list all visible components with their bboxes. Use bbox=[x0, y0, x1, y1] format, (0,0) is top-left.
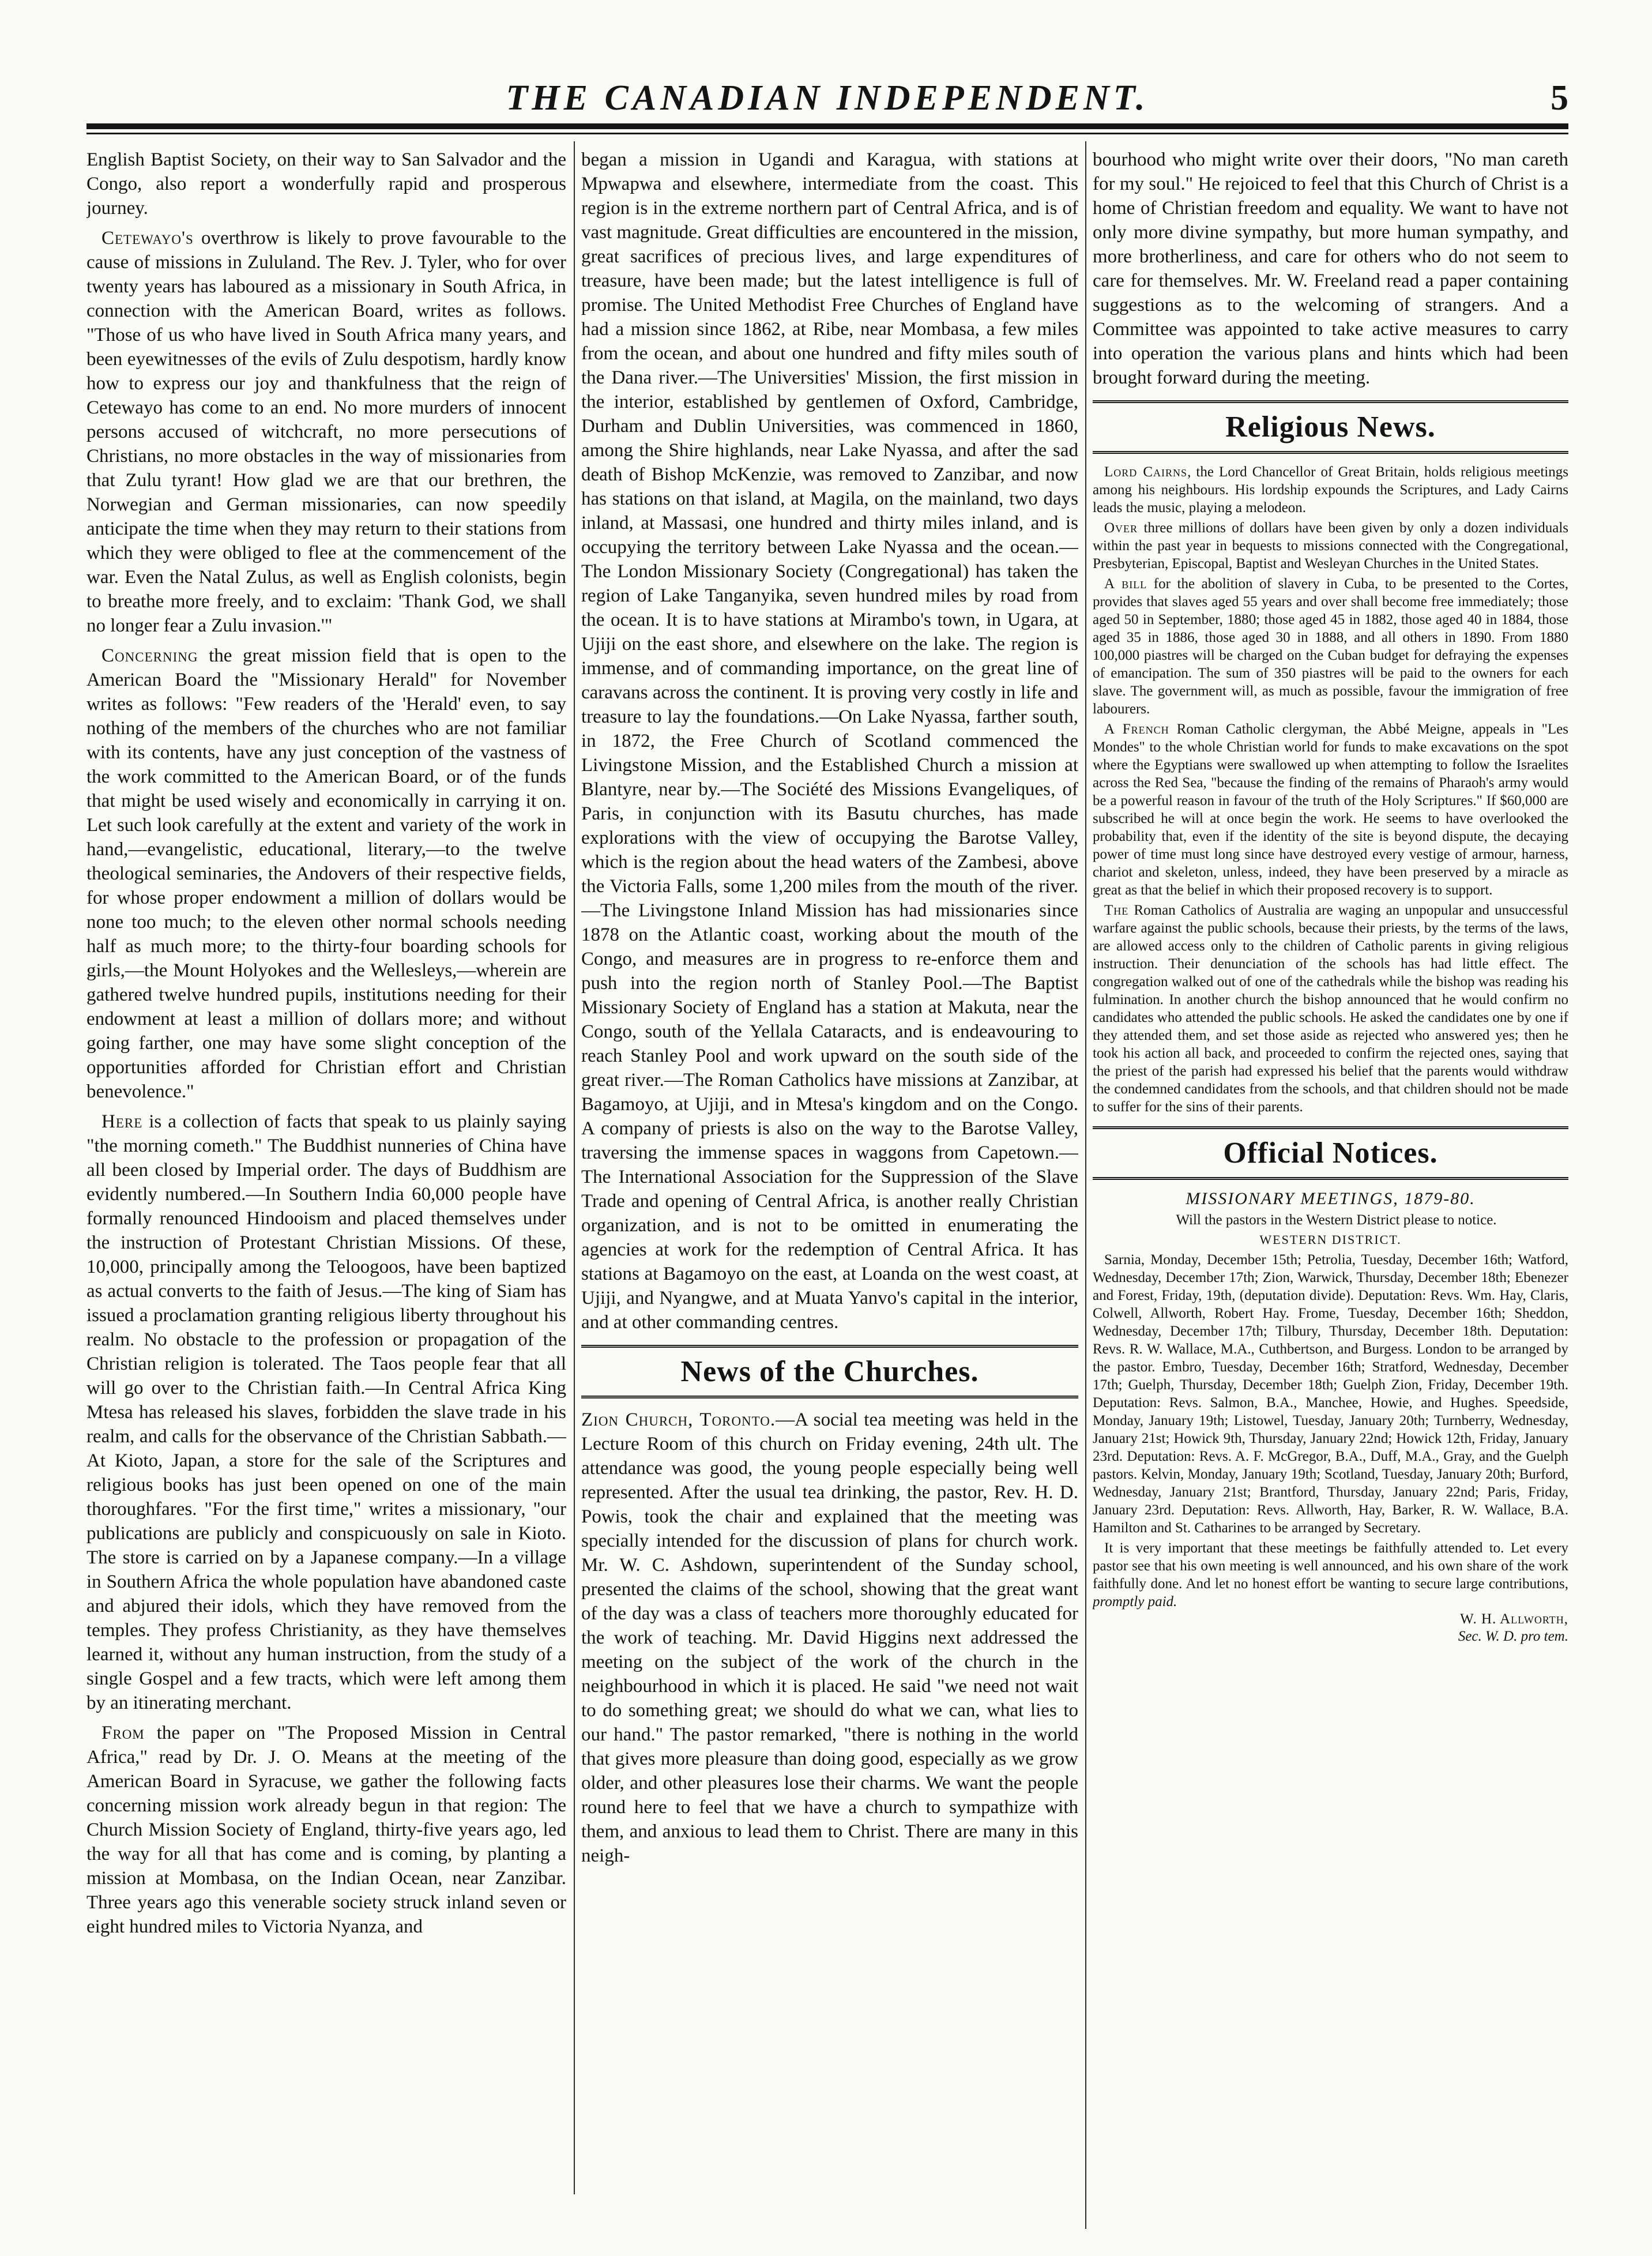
lead-in: The bbox=[1104, 903, 1129, 918]
item-body: three millions of dollars have been given by only a dozen individuals within the past year in bequests to missions connected with the Congregational, Presbyterian, Episcopal, Baptist and Wesleyan Churches in the United States. bbox=[1093, 520, 1568, 571]
lead-in: Concerning bbox=[101, 645, 198, 666]
section-header-box bbox=[1093, 1126, 1568, 1180]
publication-title: THE CANADIAN INDEPENDENT. bbox=[506, 78, 1149, 118]
lead-in: Zion Church, Toronto. bbox=[581, 1409, 776, 1430]
notice-schedule: Sarnia, Monday, December 15th; Petrolia, Tuesday, December 16th; Watford, Wednesday, December 17th; Zion, Warwick, Thursday, December 18th; Ebenezer and Forest, Friday, 19th, (deputation divide). Deputation: Revs. Wm. Hay, Claris, Colwell, Allworth, Robert Hay. Frome, Tuesday, December 16th; Sheddon, Wednesday, December 17th; Tilbury, Thursday, December 18th. Deputation: Revs. R. W. Wallace, M.A., Cuthbertson, and Burgess. London to be arranged by the pastor. Embro, Tuesday, December 16th; Stratford, Wednesday, December 17th; Guelph, Thursday, December 18th; Guelph Zion, Friday, December 19th. Deputation: Revs. Salmon, B.A., Manchee, Howie, and Hughes. Speedside, Monday, January 19th; Listowel, Tuesday, January 20th; Turnberry, Wednesday, January 21st; Howick 9th, Thursday, January 22nd; Howick 12th, Friday, January 23rd. Deputation: Revs. A. F. McGregor, B.A., Duff, M.A., Gray, and the Guelph pastors. Kelvin, Monday, January 19th; Scotland, Tuesday, January 20th; Burford, Wednesday, January 21st; Brantford, Thursday, January 22nd; Paris, Friday, January 23rd. Deputation: Revs. Allworth, Hay, Barker, R. W. Wallace, B.A. Hamilton and St. Catharines to be arranged by Secretary. bbox=[1093, 1252, 1568, 1536]
section-heading-official-notices: Official Notices. bbox=[1223, 1137, 1438, 1170]
signature-block bbox=[1093, 1611, 1568, 1645]
news-item bbox=[1093, 720, 1568, 899]
section-header-box bbox=[1093, 400, 1568, 454]
item-body: for the abolition of slavery in Cuba, to be presented to the Cortes, provides that slaves aged 55 years and over shall become free immediately; those aged 50 in September, 1880; those aged 45 in 1882, those aged 40 in 1884, those aged 35 in 1886, those aged 30 in 1888, and all others in 1890. From 1880 100,000 piastres will be charged on the Cuban budget for defraying the expenses of emancipation. The sum of 350 piastres will be paid to the owners for each slave. The government will, as much as possible, favour the immigration of free labourers. bbox=[1093, 576, 1568, 717]
news-item bbox=[1093, 463, 1568, 517]
header-rule-thin bbox=[86, 133, 1568, 134]
notice-closing bbox=[1093, 1539, 1568, 1611]
signature-name: W. H. Allworth, bbox=[1460, 1611, 1568, 1627]
column-divider-2 bbox=[1085, 141, 1086, 2229]
paragraph-body: the great mission field that is open to the American Board the "Missionary Herald" for November writes as follows: "Few readers of the 'Herald' even, to say nothing of the members of the churches who are not familiar with its contents, have any just conception of the vastness of the work committed to the American Board, or of the funds that might be used wisely and economically in carrying it on. Let such look carefully at the extent and variety of the work in hand,—evangelistic, educational, literary,—to the twelve theological seminaries, the Andovers of their respective fields, for whose proper endowment a million of dollars would be none too much; to the eleven other normal schools needing half as much more; to the thirty-four boarding schools for girls,—the Mount Holyokes and the Wellesleys,—wherein are gathered twelve hundred pupils, institutions needing for their endowment at least a million of dollars more; and without going farther, one may have some slight conception of the opportunities afforded for Christian effort and Christian benevolence." bbox=[86, 645, 566, 1102]
article-paragraph bbox=[581, 1408, 1078, 1868]
lead-in: Lord Cairns bbox=[1104, 464, 1188, 480]
section-header-box bbox=[581, 1345, 1078, 1398]
paragraph-body: the paper on "The Proposed Mission in Central Africa," read by Dr. J. O. Means at the meeting of the American Board in Syracuse, we gather the following facts concerning mission work already begun in that region: The Church Mission Society of England, thirty-five years ago, led the way for all that has come and is coming, by planting a mission at Mombasa, on the Indian Ocean, near Zanzibar. Three years ago this venerable society struck inland seven or eight hundred miles to Victoria Nyanza, and bbox=[86, 1723, 566, 1937]
lead-in: Over bbox=[1104, 520, 1138, 536]
lead-in: Here bbox=[101, 1111, 143, 1132]
item-body: , the Lord Chancellor of Great Britain, holds religious meetings among his neighbours. His lordship expounds the Scriptures, and Lady Cairns leads the music, playing a melodeon. bbox=[1093, 464, 1568, 516]
notice-intro: Will the pastors in the Western District please to notice. bbox=[1176, 1212, 1497, 1228]
column-2 bbox=[581, 148, 1078, 2178]
news-item bbox=[1093, 575, 1568, 718]
religious-news-items bbox=[1093, 463, 1568, 1116]
paragraph-body: —A social tea meeting was held in the Lecture Room of this church on Friday evening, 24th ult. The attendance was good, the young people especially being well represented. After the usual tea drinking, the pastor, Rev. H. D. Powis, took the chair and explained that the meeting was specially intended for the discussion of plans for church work. Mr. W. C. Ashdown, superintendent of the Sunday school, presented the claims of the school, showing that the great want of the day was a class of teachers more thoroughly educated for the work of teaching. Mr. David Higgins next addressed the meeting on the subject of the work of the church in the neighbourhood in which it is placed. He said "we need not wait to do something great; we should do what we can, what lies to our hand." The pastor remarked, "there is nothing in the world that gives more pleasure than doing good, especially as we grow older, and other pleasures lose their charms. We want the people round here to feel that we have a church to sympathize with them, and anxious to lead them to Christ. There are many in this neigh- bbox=[581, 1409, 1078, 1866]
column-1 bbox=[86, 148, 566, 2178]
article-paragraph: English Baptist Society, on their way to San Salvador and the Congo, also report a wonderfully rapid and prosperous journey. bbox=[86, 149, 566, 219]
column-divider-1 bbox=[574, 141, 575, 2194]
column-3 bbox=[1093, 148, 1568, 2224]
item-body: Roman Catholics of Australia are waging an unpopular and unsuccessful warfare against the public schools, because their priests, by the terms of the laws, are allowed access only to the children of Catholic parents in giving religious instruction. Their denunciation of the schools has had little effect. The congregation walked out of one of the cathedrals while the bishop was reading his fulmination. In another church the bishop announced that he would confirm no candidates who attended the public schools. He asked the candidates one by one if they attended them, and set those aside as rejected who answered yes; then he took his action all back, and proceeded to confirm the rejected ones, saying that the priest of the parish had expressed his belief that the parents would withdraw the condemned candidates from the schools, and that children should not be made to suffer for the sins of their parents. bbox=[1093, 903, 1568, 1115]
official-notices bbox=[1093, 1211, 1568, 1645]
lead-in: Cetewayo's bbox=[101, 228, 194, 249]
article-paragraph bbox=[86, 1110, 566, 1715]
notice-closing-emphasis: promptly paid. bbox=[1093, 1594, 1177, 1610]
item-body: Roman Catholic clergyman, the Abbé Meigne, appeals in "Les Mondes" to the whole Christian world for funds to make excavations on the spot where the Egyptians were swallowed up when attempting to follow the Israelites across the Red Sea, "because the finding of the remains of Pharaoh's army would be a powerful reason in favour of the truth of the Holy Scriptures." If $60,000 are subscribed he will at once begin the work. He seems to have overlooked the probability that, even if the identity of the site is beyond dispute, the decaying power of time must long since have destroyed every vestige of armour, harness, chariot and skeleton, unless, indeed, they have been preserved by a miracle as great as that the belief in which their proposed recovery is to support. bbox=[1093, 721, 1568, 898]
lead-in: From bbox=[101, 1723, 145, 1743]
lead-in: A bill bbox=[1104, 576, 1147, 592]
article-paragraph bbox=[86, 226, 566, 638]
news-item bbox=[1093, 519, 1568, 573]
article-paragraph: bourhood who might write over their doors, "No man careth for my soul." He rejoiced to feel that this Church of Christ is a home of Christian freedom and equality. We want to have not only more divine sympathy, but more human sympathy, and more brotherliness, and care for others who do not seem to care for themselves. Mr. W. Freeland read a paper containing suggestions as to the welcoming of strangers. And a Committee was appointed to take active measures to carry into operation the various plans and hints which had been brought forward during the meeting. bbox=[1093, 149, 1568, 388]
news-item bbox=[1093, 901, 1568, 1116]
paragraph-body: overthrow is likely to prove favourable to the cause of missions in Zululand. The Rev. J. Tyler, who for over twenty years has laboured as a missionary in South Africa, in connection with the American Board, writes as follows. "Those of us who have lived in South Africa many years, and been eyewitnesses of the evils of Zulu despotism, hardly know how to express our joy and thankfulness that the reign of Cetewayo has come to an end. No more murders of innocent persons accused of witchcraft, no more persecutions of Christians, no more obstacles in the way of missionaries from that Zulu tyrant! How glad we are that our brethren, the Norwegian and German missionaries, can now speedily anticipate the time when they may return to their stations from which they were obliged to flee at the commencement of the war. Even the Natal Zulus, as well as English colonists, begin to breathe more freely, and to exclaim: 'Thank God, we shall no longer fear a Zulu invasion.'" bbox=[86, 228, 566, 636]
signature-role: Sec. W. D. pro tem. bbox=[1458, 1629, 1568, 1644]
article-paragraph bbox=[86, 644, 566, 1104]
paragraph-body: is a collection of facts that speak to us plainly saying "the morning cometh." The Buddhist nunneries of China have all been closed by Imperial order. The days of Buddhism are evidently numbered.—In Southern India 60,000 people have formally renounced Hindooism and placed themselves under the instruction of Protestant Christian Missions. Of these, 10,000, principally among the Teloogoos, have been baptized as actual converts to the faith of Jesus.—The king of Siam has issued a proclamation granting religious liberty throughout his realm. No obstacle to the profession or propagation of the Christian religion is tolerated. The Taos people fear that all will go over to the Christian faith.—In Central Africa King Mtesa has released his slaves, forbidden the slave trade in his realm, and calls for the observance of the Christian Sabbath.—At Kioto, Japan, a store for the sale of the Scriptures and religious books has just been opened on one of the main thoroughfares. "For the first time," writes a missionary, "our publications are publicly and conspicuously on sale in Kioto. The store is carried on by a Japanese company.—In a village in Southern Africa the whole population have abandoned caste and abjured their idols, which they have removed from the temples. They profess Christianity, as they have themselves learned it, without any human instruction, from the study of a single Gospel and a few tracts, which were left among them by an itinerating merchant. bbox=[86, 1111, 566, 1713]
masthead bbox=[86, 78, 1568, 118]
section-heading-religious-news: Religious News. bbox=[1225, 411, 1436, 443]
notice-closing-body: It is very important that these meetings be faithfully attended to. Let every pastor see that his own meeting is well announced, and his own share of the work faithfully done. And let no honest effort be wanting to secure large contributions, bbox=[1093, 1540, 1568, 1592]
header-rule-thick bbox=[86, 123, 1568, 129]
page-number: 5 bbox=[1551, 78, 1568, 118]
article-paragraph bbox=[86, 1721, 566, 1939]
section-heading-news-of-the-churches: News of the Churches. bbox=[680, 1355, 979, 1388]
district-label: WESTERN DISTRICT. bbox=[1259, 1232, 1402, 1247]
notice-title: MISSIONARY MEETINGS, 1879-80. bbox=[1186, 1189, 1476, 1208]
article-paragraph: began a mission in Ugandi and Karagua, with stations at Mpwapwa and elsewhere, intermediate from the coast. This region is in the extreme northern part of Central Africa, and is of vast magnitude. Great difficulties are encountered in the mission, great sacrifices of precious lives, and large expenditures of treasure, have been made; but the latest intelligence is full of promise. The United Methodist Free Churches of England have had a mission since 1862, at Ribe, near Mombasa, a few miles from the ocean, and about one hundred and fifty miles south of the Dana river.—The Universities' Mission, the first mission in the interior, established by gentlemen of Oxford, Cambridge, Durham and Dublin Universities, was commenced in 1860, among the Shire highlands, near Lake Nyassa, and after the sad death of Bishop McKenzie, was removed to Zanzibar, and now has stations on that island, at Magila, on the mainland, two days inland, at Massasi, one hundred and thirty miles inland, and is occupying the territory between Lake Nyassa and the ocean.—The London Missionary Society (Congregational) has taken the region of Lake Tanganyika, seven hundred miles by road from the ocean. It is to have stations at Mirambo's town, in Ugara, at Ujiji on the east shore, and elsewhere on the lake. The region is immense, and of commanding importance, on the great line of caravans across the continent. It is proving very costly in life and treasure to lay the foundations.—On Lake Nyassa, farther south, in 1872, the Free Church of Scotland commenced the Livingstone Mission, and the Established Church a mission at Blantyre, near by.—The Société des Missions Evangeliques, of Paris, in conjunction with its Basutu churches, has made explorations with the view of occupying the Barotse Valley, which is the region about the head waters of the Zambesi, above the Victoria Falls, some 1,200 miles from the mouth of the river.—The Livingstone Inland Mission has had missionaries since 1878 on the Atlantic coast, working about the mouth of the Congo, and measures are in progress to re-enforce them and push into the region north of Stanley Pool.—The Baptist Missionary Society of England has a station at Makuta, near the Congo, south of the Yellala Cataracts, and is endeavouring to reach Stanley Pool and work upward on the south side of the great river.—The Roman Catholics have missions at Zanzibar, at Bagamoyo, at Ujiji, and in Mtesa's kingdom and on the Congo. A company of priests is also on the way to the Barotse Valley, traversing the immense spaces in waggons from Capetown.—The International Association for the Suppression of the Slave Trade and opening of Central Africa, is another really Christian organization, and is not to be omitted in enumerating the agencies at work for the redemption of Central Africa. It has stations at Bagamoyo on the east, at Loanda on the west coast, at Ujiji, and Nyangwe, and at Muata Yanvo's capital in the interior, and at other commanding centres. bbox=[581, 149, 1078, 1333]
lead-in: A French bbox=[1104, 721, 1169, 737]
